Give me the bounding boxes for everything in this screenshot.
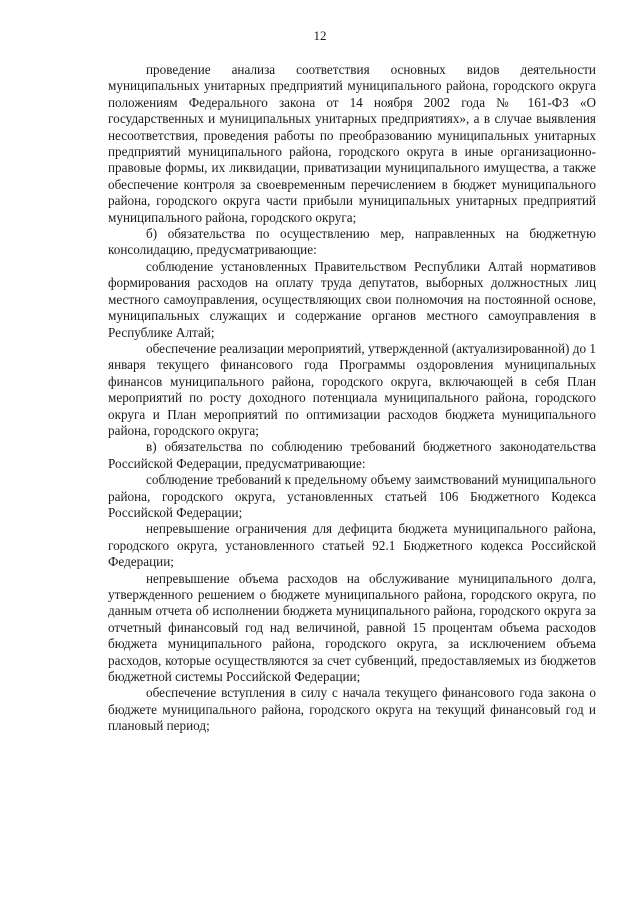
paragraph-budget-consolidation-heading: б) обязательства по осуществлению мер, направленных на бюджетную консолидацию, предусматривающие:	[108, 226, 596, 258]
paragraph-deficit-limit: непревышение ограничения для дефицита бюджета муниципального района, городского округа, установленного статьей 92.1 Бюджетного кодекса Российской Федерации;	[108, 521, 596, 570]
paragraph-budget-legislation-heading: в) обязательства по соблюдению требований бюджетного законодательства Российской Федерации, предусматривающие:	[108, 439, 596, 471]
paragraph-borrowing-limit: соблюдение требований к предельному объему заимствований муниципального района, городского округа, установленных статьей 106 Бюджетного Кодекса Российской Федерации;	[108, 472, 596, 520]
document-body	[108, 62, 596, 735]
paragraph-labor-cost-norms: соблюдение установленных Правительством Республики Алтай нормативов формирования расходов на оплату труда депутатов, выборных должностных лиц местного самоуправления, осуществляющих свои полномочия на постоянной основе, муниципальных служащих и содержание органов местного самоуправления в Республике Алтай;	[108, 258, 596, 340]
paragraph-analysis-unitary-enterprises: проведение анализа соответствия основных видов деятельности муниципальных унитарных предприятий муниципального района, городского округа положениям Федерального закона от 14 ноября 2002 года № 161-ФЗ «О государственных и муниципальных унитарных предприятиях», а в случае выявления несоответствия, проведения работы по преобразованию муниципальных унитарных предприятий муниципального района, городского округа в иные организационно-правовые формы, их ликвидации, приватизации муниципального имущества, а также обеспечение контроля за своевременным перечислением в бюджет муниципального района, городского округа части прибыли муниципальных унитарных предприятий муниципального района, городского округа;	[108, 62, 596, 225]
paragraph-recovery-program: обеспечение реализации мероприятий, утвержденной (актуализированной) до 1 января текущего финансового года Программы оздоровления муниципальных финансов муниципального района, городского округа, включающей в себя План мероприятий по росту доходного потенциала муниципального района, городского округа и План мероприятий по оптимизации расходов бюджета муниципального района, городского округа;	[108, 340, 596, 438]
page-number: 12	[313, 28, 327, 43]
paragraph-debt-service-limit: непревышение объема расходов на обслуживание муниципального долга, утвержденного решением о бюджете муниципального района, городского округа, по данным отчета об исполнении бюджета муниципального района, городского округа за отчетный финансовый год над величиной, равной 15 процентам объема расходов бюджета муниципального района, городского округа, за исключением объема расходов, которые осуществляются за счет субвенций, предоставляемых из бюджетов бюджетной системы Российской Федерации;	[108, 570, 596, 685]
paragraph-budget-law-entry: обеспечение вступления в силу с начала текущего финансового года закона о бюджете муниципального района, городского округа на текущий финансовый год и плановый период;	[108, 685, 596, 734]
